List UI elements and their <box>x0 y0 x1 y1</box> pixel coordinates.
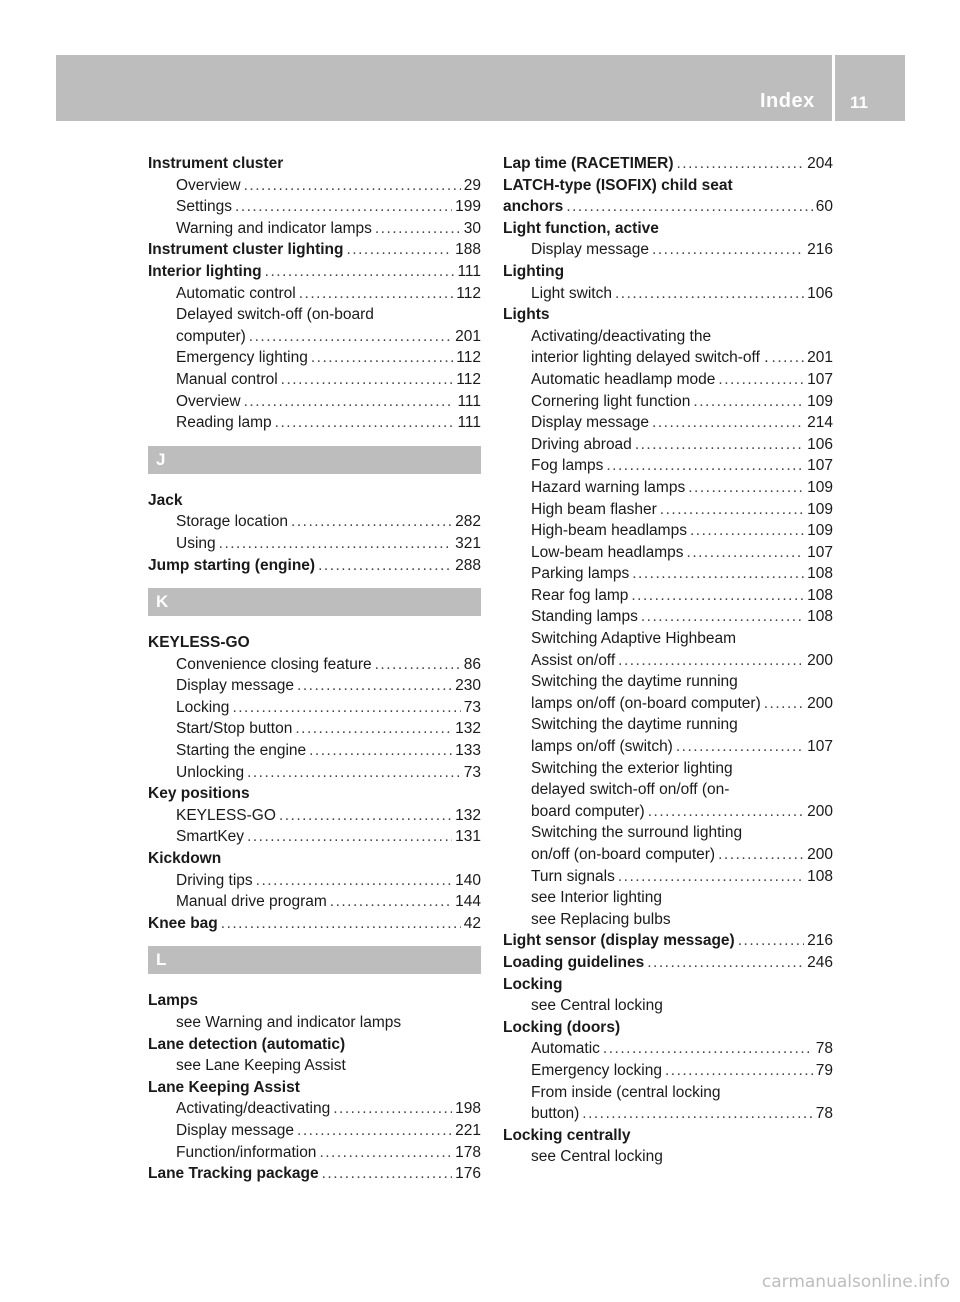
index-entry <box>503 261 833 283</box>
index-column-right <box>503 153 833 1168</box>
index-subentry <box>503 693 833 715</box>
leader-dots <box>615 283 804 305</box>
entry-term: Display message <box>531 414 650 432</box>
index-entry <box>148 261 481 283</box>
leader-dots <box>319 1142 452 1164</box>
entry-page-number: 201 <box>455 327 481 345</box>
entry-term: SmartKey <box>176 828 245 846</box>
section-letter-j: J <box>148 446 481 474</box>
entry-term: Switching the daytime running <box>531 716 738 734</box>
entry-term: Locking centrally <box>503 1126 631 1144</box>
entry-term: Overview <box>176 176 241 194</box>
leader-dots <box>311 347 453 369</box>
index-subentry <box>148 391 481 413</box>
index-entry <box>148 239 481 261</box>
index-subentry <box>148 870 481 892</box>
entry-term: Locking <box>503 975 563 993</box>
leader-dots <box>219 533 452 555</box>
entry-page-number: 109 <box>807 522 833 540</box>
leader-dots <box>265 261 455 283</box>
index-subentry <box>503 628 833 650</box>
index-subentry <box>148 675 481 697</box>
index-entry <box>503 1125 833 1147</box>
entry-term: Light switch <box>531 284 612 302</box>
leader-dots <box>676 736 804 758</box>
entry-term: Locking <box>176 698 230 716</box>
entry-page-number: 107 <box>807 457 833 475</box>
leader-dots <box>275 412 455 434</box>
leader-dots <box>309 740 452 762</box>
entry-page-number: 198 <box>455 1100 481 1118</box>
index-subentry <box>148 1055 481 1077</box>
page-title: Index <box>760 90 815 112</box>
leader-dots <box>693 391 804 413</box>
leader-dots <box>688 477 804 499</box>
entry-term: Function/information <box>176 1143 317 1161</box>
index-subentry <box>148 304 481 326</box>
entry-term: Settings <box>176 198 233 216</box>
index-subentry <box>148 511 481 533</box>
leader-dots <box>641 606 804 628</box>
entry-page-number: 108 <box>807 586 833 604</box>
entry-page-number: 107 <box>807 738 833 756</box>
entry-page-number: 140 <box>455 871 481 889</box>
index-subentry <box>503 866 833 888</box>
index-subentry <box>148 697 481 719</box>
index-subentry <box>503 283 833 305</box>
entry-term: Interior lighting <box>148 262 262 280</box>
index-subentry <box>148 1120 481 1142</box>
index-subentry <box>503 801 833 823</box>
leader-dots <box>247 826 452 848</box>
index-subentry <box>503 412 833 434</box>
entry-page-number: 86 <box>463 655 481 673</box>
index-subentry <box>503 585 833 607</box>
leader-dots <box>221 913 461 935</box>
entry-term: computer) <box>176 327 246 345</box>
entry-term: Storage location <box>176 513 289 531</box>
entry-page-number: 200 <box>807 694 833 712</box>
entry-term: see Central locking <box>531 997 663 1015</box>
index-subentry <box>148 654 481 676</box>
watermark: carmanualsonline.info <box>761 1272 950 1292</box>
entry-term: delayed switch-off on/off (on- <box>531 781 730 799</box>
entry-term: Display message <box>176 677 295 695</box>
index-subentry <box>148 533 481 555</box>
index-subentry <box>503 736 833 758</box>
entry-term: KEYLESS-GO <box>148 634 250 652</box>
entry-page-number: 112 <box>456 349 481 367</box>
entry-page-number: 109 <box>807 392 833 410</box>
entry-term: Hazard warning lamps <box>531 478 686 496</box>
index-subentry <box>148 1012 481 1034</box>
entry-page-number: 109 <box>807 500 833 518</box>
leader-dots <box>772 347 805 369</box>
index-subentry <box>503 1103 833 1125</box>
index-subentry <box>503 822 833 844</box>
index-subentry <box>503 1038 833 1060</box>
entry-term: button) <box>531 1105 580 1123</box>
index-subentry <box>503 909 833 931</box>
index-entry <box>503 196 833 218</box>
index-subentry <box>503 391 833 413</box>
leader-dots <box>677 153 805 175</box>
entry-term: Instrument cluster lighting <box>148 241 344 259</box>
entry-term: Automatic <box>531 1040 600 1058</box>
entry-term: Delayed switch-off (on-board <box>176 306 374 324</box>
entry-page-number: 111 <box>457 262 481 280</box>
entry-term: see Replacing bulbs <box>531 910 671 928</box>
index-subentry <box>148 805 481 827</box>
entry-term: Standing lamps <box>531 608 638 626</box>
entry-page-number: 200 <box>807 846 833 863</box>
index-entry <box>503 952 833 974</box>
entry-term: anchors <box>503 198 564 216</box>
index-subentry <box>148 196 481 218</box>
entry-term: Lap time (RACETIMER) <box>503 155 674 172</box>
leader-dots <box>652 239 804 261</box>
entry-term: From inside (central locking <box>531 1083 721 1101</box>
leader-dots <box>297 1120 452 1142</box>
index-entry <box>148 1034 481 1056</box>
entry-page-number: 60 <box>815 198 833 216</box>
entry-page-number: 73 <box>463 698 481 716</box>
index-subentry <box>148 218 481 240</box>
leader-dots <box>322 1163 453 1185</box>
entry-term: Start/Stop button <box>176 720 293 738</box>
leader-dots <box>718 369 804 391</box>
entry-term: Rear fog lamp <box>531 586 629 604</box>
leader-dots <box>690 520 804 542</box>
index-subentry <box>503 995 833 1017</box>
entry-term: Switching Adaptive Highbeam <box>531 630 737 648</box>
leader-dots <box>244 175 461 197</box>
entry-term: Lane Keeping Assist <box>148 1078 300 1096</box>
entry-page-number: 199 <box>455 198 481 216</box>
entry-term: lamps on/off (switch) <box>531 738 673 756</box>
entry-page-number: 200 <box>807 802 833 820</box>
index-subentry <box>148 369 481 391</box>
entry-term: High-beam headlamps <box>531 522 687 540</box>
index-entry <box>503 153 833 175</box>
leader-dots <box>256 870 452 892</box>
entry-term: board computer) <box>531 802 645 820</box>
index-subentry <box>503 499 833 521</box>
entry-page-number: 214 <box>807 414 833 432</box>
entry-page-number: 230 <box>455 677 481 695</box>
entry-term: Switching the surround lighting <box>531 824 743 842</box>
entry-page-number: 79 <box>815 1061 833 1079</box>
entry-term: Unlocking <box>176 763 245 781</box>
index-subentry <box>503 347 833 369</box>
entry-term: Loading guidelines <box>503 953 645 971</box>
entry-page-number: 106 <box>807 435 833 453</box>
leader-dots <box>631 585 804 607</box>
entry-page-number: 288 <box>455 556 481 574</box>
index-subentry <box>503 1146 833 1168</box>
entry-term: Knee bag <box>148 914 218 932</box>
leader-dots <box>247 762 461 784</box>
entry-page-number: 108 <box>807 565 833 583</box>
index-subentry <box>148 740 481 762</box>
index-entry <box>148 490 481 512</box>
index-subentry <box>503 1060 833 1082</box>
entry-page-number: 246 <box>807 953 833 971</box>
index-entry <box>503 974 833 996</box>
leader-dots <box>375 218 461 240</box>
entry-term: Starting the engine <box>176 742 307 760</box>
entry-term: Jack <box>148 491 183 509</box>
section-letter-k: K <box>148 588 481 616</box>
leader-dots <box>603 1038 813 1060</box>
index-subentry <box>503 887 833 909</box>
index-entry <box>148 1077 481 1099</box>
entry-term: Locking (doors) <box>503 1018 621 1036</box>
index-subentry <box>503 239 833 261</box>
index-subentry <box>503 671 833 693</box>
index-subentry <box>148 283 481 305</box>
entry-page-number: 78 <box>815 1105 833 1123</box>
index-entry <box>148 913 481 935</box>
leader-dots <box>647 952 804 974</box>
index-subentry <box>503 520 833 542</box>
leader-dots <box>281 369 454 391</box>
index-entry <box>148 555 481 577</box>
entry-term: Reading lamp <box>176 414 272 432</box>
page-number: 11 <box>850 93 868 112</box>
leader-dots <box>648 801 804 823</box>
index-subentry <box>503 844 833 866</box>
entry-term: Jump starting (engine) <box>148 556 316 574</box>
entry-term: Convenience closing feature <box>176 655 372 673</box>
index-subentry <box>503 758 833 780</box>
entry-term: Display message <box>176 1121 295 1139</box>
entry-page-number: 29 <box>463 176 481 194</box>
leader-dots <box>660 499 804 521</box>
entry-term: interior lighting delayed switch-off . <box>531 349 769 367</box>
entry-term: Switching the exterior lighting <box>531 759 733 777</box>
index-entry <box>503 1017 833 1039</box>
leader-dots <box>665 1060 813 1082</box>
entry-page-number: 321 <box>455 534 481 552</box>
entry-page-number: 42 <box>463 914 481 932</box>
index-subentry <box>148 326 481 348</box>
entry-page-number: 30 <box>463 219 481 237</box>
leader-dots <box>297 675 452 697</box>
entry-term: Lights <box>503 306 550 324</box>
entry-page-number: 108 <box>807 867 833 885</box>
index-subentry <box>148 718 481 740</box>
entry-page-number: 111 <box>457 414 481 432</box>
index-entry <box>148 632 481 654</box>
entry-page-number: 108 <box>807 608 833 626</box>
entry-term: see Interior lighting <box>531 889 662 907</box>
entry-term: lamps on/off (on-board computer) <box>531 694 761 712</box>
entry-page-number: 200 <box>807 651 833 669</box>
leader-dots <box>291 511 452 533</box>
leader-dots <box>318 555 452 577</box>
entry-term: Lamps <box>148 992 198 1010</box>
entry-page-number: 112 <box>456 370 481 388</box>
entry-term: LATCH-type (ISOFIX) child seat <box>503 176 733 194</box>
entry-term: Manual control <box>176 370 278 388</box>
index-subentry <box>148 1142 481 1164</box>
entry-term: Overview <box>176 392 241 410</box>
index-subentry <box>503 563 833 585</box>
index-subentry <box>503 779 833 801</box>
entry-term: High beam flasher <box>531 500 657 518</box>
entry-page-number: 201 <box>807 349 833 367</box>
entry-term: Display message <box>531 241 650 259</box>
index-subentry <box>503 477 833 499</box>
index-entry <box>148 1163 481 1185</box>
entry-page-number: 221 <box>455 1121 481 1139</box>
leader-dots <box>635 434 804 456</box>
leader-dots <box>738 930 804 952</box>
index-subentry <box>503 714 833 736</box>
index-column-left <box>148 153 481 1185</box>
leader-dots <box>244 391 455 413</box>
entry-term: Low-beam headlamps <box>531 543 684 561</box>
entry-term: Light sensor (display message) <box>503 932 735 950</box>
entry-term: Lane detection (automatic) <box>148 1035 346 1053</box>
entry-term: Warning and indicator lamps <box>176 219 372 237</box>
entry-term: Lane Tracking package <box>148 1165 319 1183</box>
entry-page-number: 111 <box>457 392 481 410</box>
leader-dots <box>566 196 812 218</box>
index-subentry <box>148 175 481 197</box>
entry-page-number: 144 <box>455 893 481 911</box>
entry-page-number: 112 <box>456 284 481 302</box>
leader-dots <box>249 326 452 348</box>
leader-dots <box>632 563 804 585</box>
entry-term: Manual drive program <box>176 893 327 911</box>
leader-dots <box>618 650 804 672</box>
entry-term: on/off (on-board computer) <box>531 846 716 863</box>
entry-page-number: 204 <box>807 155 833 172</box>
index-entry <box>148 990 481 1012</box>
entry-page-number: 107 <box>807 543 833 561</box>
entry-page-number: 107 <box>807 370 833 388</box>
leader-dots <box>618 866 804 888</box>
entry-term: Cornering light function <box>531 392 691 410</box>
entry-page-number: 216 <box>807 241 833 259</box>
index-subentry <box>148 1098 481 1120</box>
index-entry <box>503 175 833 197</box>
entry-term: Key positions <box>148 785 250 803</box>
index-subentry <box>148 762 481 784</box>
entry-page-number: 133 <box>455 742 481 760</box>
entry-term: Light function, active <box>503 219 659 237</box>
entry-term: Driving tips <box>176 871 253 889</box>
entry-term: see Lane Keeping Assist <box>176 1057 346 1075</box>
leader-dots <box>295 718 452 740</box>
entry-term: Automatic headlamp mode <box>531 370 716 388</box>
index-subentry <box>503 369 833 391</box>
index-subentry <box>503 434 833 456</box>
entry-page-number: 188 <box>455 241 481 259</box>
entry-page-number: 216 <box>807 932 833 950</box>
leader-dots <box>375 654 461 676</box>
entry-term: see Warning and indicator lamps <box>176 1014 402 1031</box>
entry-term: Switching the daytime running <box>531 673 738 691</box>
index-subentry <box>148 347 481 369</box>
entry-term: Instrument cluster <box>148 155 284 172</box>
entry-page-number: 178 <box>455 1143 481 1161</box>
index-subentry <box>503 1082 833 1104</box>
index-subentry <box>503 606 833 628</box>
leader-dots <box>299 283 454 305</box>
entry-term: Turn signals <box>531 867 615 885</box>
leader-dots <box>333 1098 452 1120</box>
entry-page-number: 106 <box>807 284 833 302</box>
index-entry <box>503 218 833 240</box>
leader-dots <box>606 455 804 477</box>
leader-dots <box>330 891 452 913</box>
leader-dots <box>235 196 452 218</box>
leader-dots <box>764 693 804 715</box>
entry-term: KEYLESS-GO <box>176 806 276 824</box>
leader-dots <box>718 844 804 866</box>
index-subentry <box>503 326 833 348</box>
index-subentry <box>503 650 833 672</box>
leader-dots <box>582 1103 812 1125</box>
index-subentry <box>148 412 481 434</box>
entry-term: Emergency locking <box>531 1061 662 1079</box>
entry-page-number: 132 <box>455 806 481 824</box>
entry-term: Activating/deactivating the <box>531 327 712 345</box>
entry-term: see Central locking <box>531 1148 663 1166</box>
leader-dots <box>279 805 452 827</box>
index-subentry <box>503 455 833 477</box>
leader-dots <box>687 542 805 564</box>
index-entry <box>148 153 481 175</box>
entry-page-number: 132 <box>455 720 481 738</box>
leader-dots <box>346 239 452 261</box>
index-subentry <box>148 826 481 848</box>
header-divider <box>832 55 835 121</box>
entry-term: Lighting <box>503 262 565 280</box>
index-entry <box>503 930 833 952</box>
leader-dots <box>232 697 460 719</box>
entry-page-number: 282 <box>455 513 481 531</box>
entry-page-number: 176 <box>455 1165 481 1183</box>
entry-page-number: 73 <box>463 763 481 781</box>
section-letter-l: L <box>148 946 481 974</box>
entry-term: Using <box>176 534 216 552</box>
entry-term: Fog lamps <box>531 457 604 475</box>
entry-term: Automatic control <box>176 284 296 302</box>
leader-dots <box>652 412 804 434</box>
entry-page-number: 78 <box>815 1040 833 1058</box>
entry-term: Kickdown <box>148 850 222 868</box>
index-entry <box>148 848 481 870</box>
entry-page-number: 131 <box>455 828 481 846</box>
entry-term: Emergency lighting <box>176 349 308 367</box>
entry-page-number: 109 <box>807 478 833 496</box>
entry-term: Assist on/off <box>531 651 616 669</box>
index-entry <box>148 783 481 805</box>
entry-term: Activating/deactivating <box>176 1100 331 1118</box>
index-entry <box>503 304 833 326</box>
entry-term: Driving abroad <box>531 435 632 453</box>
index-subentry <box>148 891 481 913</box>
entry-term: Parking lamps <box>531 565 630 583</box>
index-subentry <box>503 542 833 564</box>
